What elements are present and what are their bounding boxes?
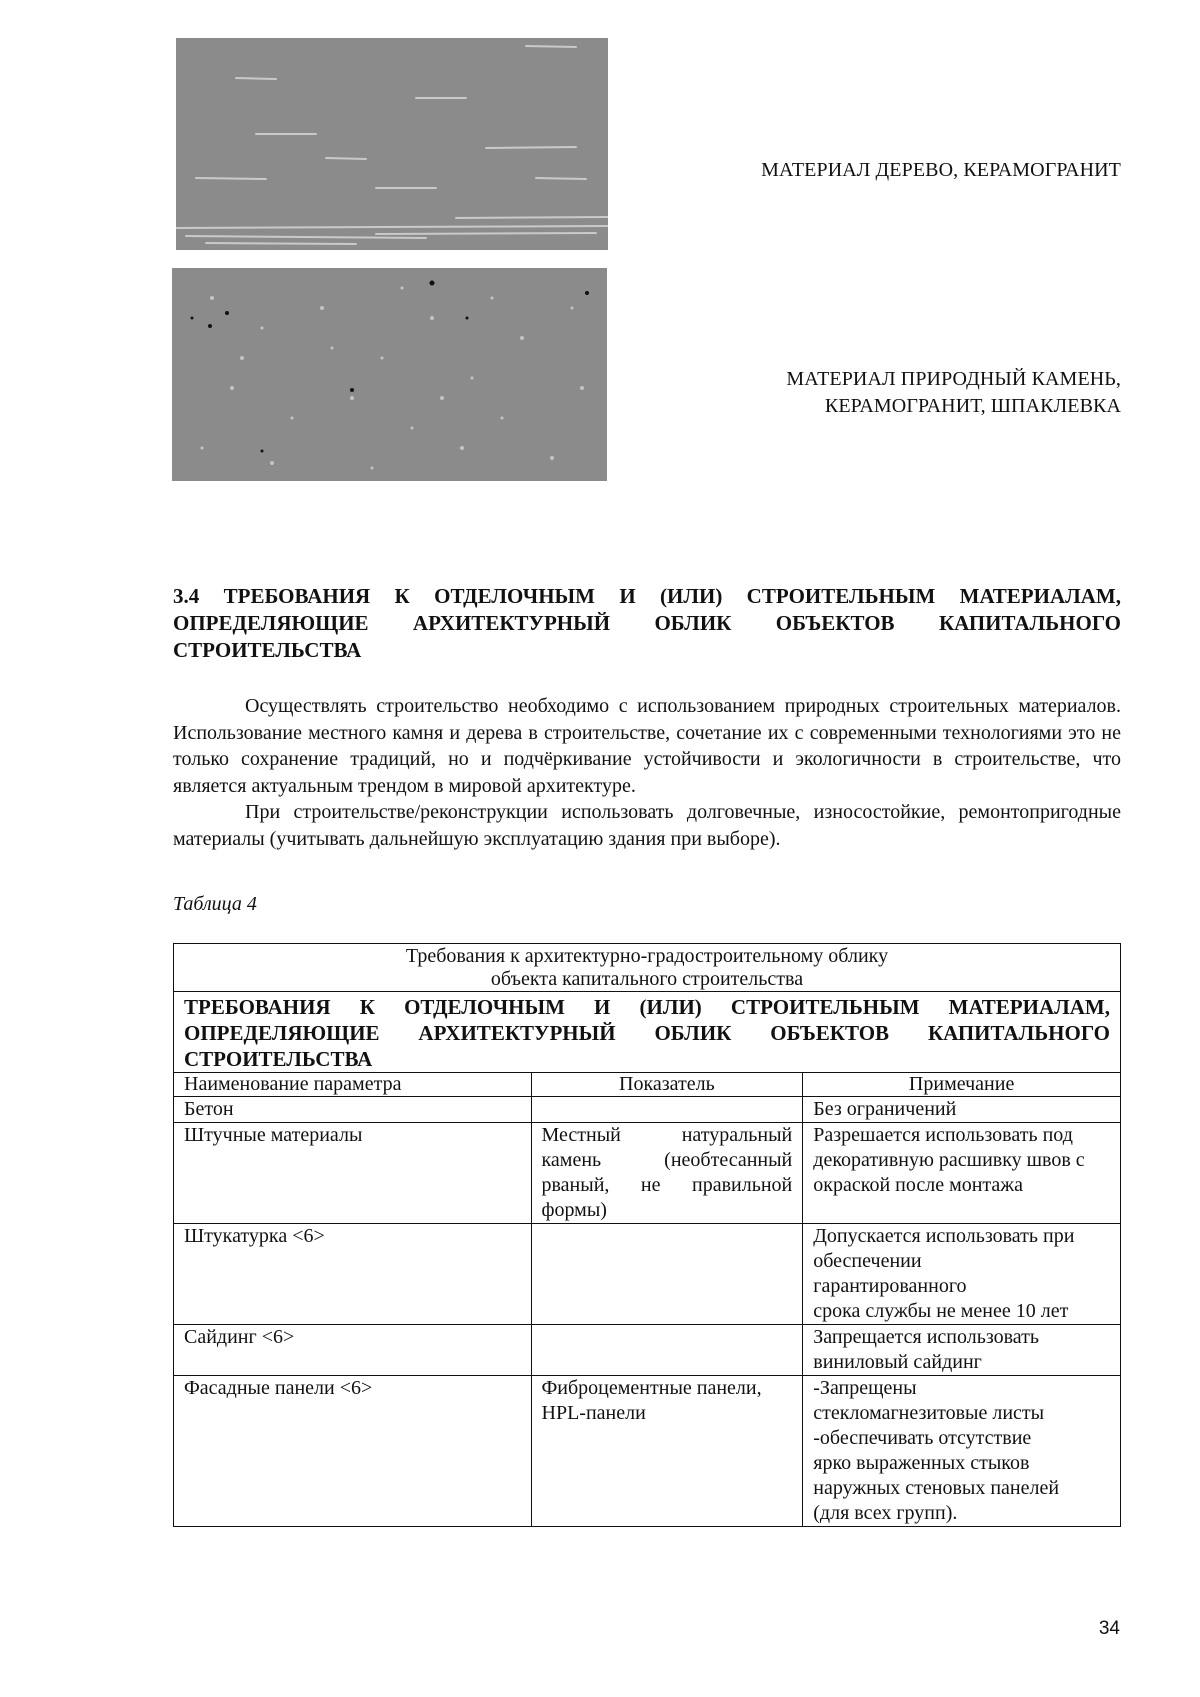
wood-swatch-image <box>176 38 608 250</box>
column-header: Показатель <box>531 1073 803 1097</box>
value-cell: Фиброцементные панели, HPL-панели <box>531 1376 803 1527</box>
note-cell <box>803 1376 1121 1527</box>
value-cell <box>531 1325 803 1376</box>
paragraph: При строительстве/реконструкции использовать долговечные, износостойкие, ремонтопригодные материалы (учитывать дальнейшую эксплуатацию здания при выборе). <box>173 801 1121 850</box>
banner-line: объекта капитального строительства <box>490 968 804 990</box>
note-line: -Запрещены <box>813 1377 917 1399</box>
banner-line: Требования к архитектурно-градостроительному облику <box>405 945 889 967</box>
wood-grain-texture <box>176 38 608 250</box>
note-line: Допускается использовать при обеспечении <box>813 1225 1075 1272</box>
table-banner-row <box>174 944 1121 992</box>
table-row <box>174 1123 1121 1224</box>
value-cell <box>531 1097 803 1123</box>
table-row <box>174 1224 1121 1325</box>
section-heading: 3.4 ТРЕБОВАНИЯ К ОТДЕЛОЧНЫМ И (ИЛИ) СТРОИТЕЛЬНЫМ МАТЕРИАЛАМ, ОПРЕДЕЛЯЮЩИЕ АРХИТЕКТУРНЫЙ ОБЛИК ОБЪЕКТОВ КАПИТАЛЬНОГО СТРОИТЕЛЬСТВА <box>173 584 1121 662</box>
note-line: (для всех групп). <box>813 1502 958 1524</box>
note-line: гарантированного <box>813 1275 967 1297</box>
note-cell: Разрешается использовать под декоративную расшивку швов с окраской после монтажа <box>803 1123 1121 1224</box>
param-cell: Фасадные панели <6> <box>174 1376 532 1527</box>
note-cell: Запрещается использовать виниловый сайдинг <box>803 1325 1121 1376</box>
requirements-table <box>173 943 1121 1527</box>
note-cell <box>803 1224 1121 1325</box>
param-cell: Штучные материалы <box>174 1123 532 1224</box>
table-banner <box>174 944 1121 992</box>
caption-line: МАТЕРИАЛ ДЕРЕВО, КЕРАМОГРАНИТ <box>761 159 1121 181</box>
note-cell: Без ограничений <box>803 1097 1121 1123</box>
table-bold-heading: ТРЕБОВАНИЯ К ОТДЕЛОЧНЫМ И (ИЛИ) СТРОИТЕЛЬНЫМ МАТЕРИАЛАМ, ОПРЕДЕЛЯЮЩИЕ АРХИТЕКТУРНЫЙ ОБЛИК ОБЪЕКТОВ КАПИТАЛЬНОГО СТРОИТЕЛЬСТВА <box>174 992 1121 1073</box>
note-line: ярко выраженных стыков <box>813 1452 1030 1474</box>
table-row <box>174 1325 1121 1376</box>
page-number: 34 <box>1098 1618 1120 1639</box>
param-cell: Сайдинг <6> <box>174 1325 532 1376</box>
paragraph: Осуществлять строительство необходимо с использованием природных строительных материалов. Использование местного камня и дерева в строительстве, сочетание их с современными технологиями это не только сохранение традиций, но и подчёркивание устойчивости и экологичности в строительстве, что является актуальным трендом в мировой архитектуре. <box>173 695 1121 797</box>
column-header: Примечание <box>803 1073 1121 1097</box>
body-text <box>173 693 1121 852</box>
param-cell: Штукатурка <6> <box>174 1224 532 1325</box>
param-cell: Бетон <box>174 1097 532 1123</box>
note-line: срока службы не менее 10 лет <box>813 1300 1069 1322</box>
stone-material-caption <box>786 366 1121 420</box>
value-cell <box>531 1224 803 1325</box>
caption-line: КЕРАМОГРАНИТ, ШПАКЛЕВКА <box>824 395 1121 417</box>
caption-line: МАТЕРИАЛ ПРИРОДНЫЙ КАМЕНЬ, <box>786 368 1121 390</box>
table-title-row <box>174 992 1121 1073</box>
table-label: Таблица 4 <box>173 893 257 915</box>
table-row <box>174 1097 1121 1123</box>
wood-material-caption <box>761 157 1121 184</box>
stone-texture <box>172 268 607 481</box>
note-line: стекломагнезитовые листы <box>813 1402 1045 1424</box>
value-cell: Местный натуральный камень (необтесанный рваный, не правильной формы) <box>531 1123 803 1224</box>
table-header-row <box>174 1073 1121 1097</box>
note-line: наружных стеновых панелей <box>813 1477 1060 1499</box>
note-line: -обеспечивать отсутствие <box>813 1427 1032 1449</box>
column-header: Наименование параметра <box>174 1073 532 1097</box>
stone-swatch-image <box>172 268 607 481</box>
table-row <box>174 1376 1121 1527</box>
